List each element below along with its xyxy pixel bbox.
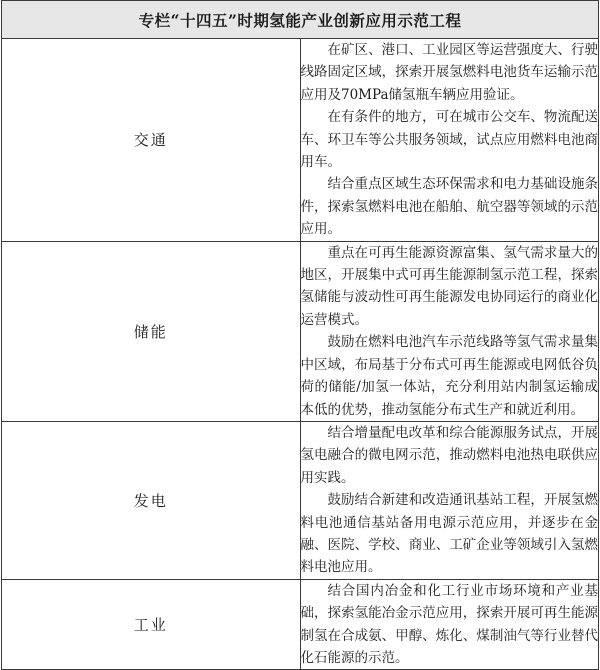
category-label-storage: 储能: [2, 241, 301, 421]
title-row: [2, 1, 599, 39]
section-row-storage: [2, 241, 599, 421]
paragraph: 结合国内冶金和化工行业市场环境和产业基础，探索氢能冶金示范应用，探索开展可再生能源制氢在合成氨、甲醇、炼化、煤制油气等行业替代化石能源的示范。: [300, 582, 598, 666]
category-label-power: 发电: [2, 421, 301, 579]
section-row-transport: [2, 39, 599, 242]
paragraph: 在矿区、港口、工业园区等运营强度大、行驶线路固定区域，探索开展氢燃料电池货车运输示范应用及70MPa储氢瓶车辆应用验证。: [300, 42, 598, 103]
section-row-power: [2, 421, 599, 579]
paragraph: 结合增量配电改革和综合能源服务试点，开展氢电融合的微电网示范，推动燃料电池热电联供应用实践。: [300, 424, 598, 486]
section-content-industry: [300, 579, 599, 670]
paragraph: 结合重点区域生态环保需求和电力基础设施条件，探索氢燃料电池在船舶、航空器等领域的示范应用。: [300, 176, 598, 238]
category-label-transport: 交通: [2, 39, 301, 242]
section-content-power: [300, 421, 599, 579]
section-content-storage: [300, 241, 599, 421]
paragraph: 鼓励在燃料电池汽车示范线路等氢气需求量集中区域，布局基于分布式可再生能源或电网低谷负荷的储能/加氢一体站，充分利用站内制氢运输成本低的优势，推动氢能分布式生产和就近利用。: [300, 334, 598, 418]
section-content-transport: [300, 39, 599, 242]
paragraph: 鼓励结合新建和改造通讯基站工程，开展氢燃料电池通信基站备用电源示范应用，并逐步在金融、医院、学校、商业、工矿企业等领域引入氢燃料电池应用。: [300, 492, 598, 576]
section-row-industry: [2, 579, 599, 670]
paragraph: 在有条件的地方，可在城市公交车、物流配送车、环卫车等公共服务领域，试点应用燃料电池商用车。: [300, 109, 598, 171]
category-label-industry: 工业: [2, 579, 301, 670]
table-title: 专栏“十四五”时期氢能产业创新应用示范工程: [2, 1, 599, 39]
demonstration-projects-table: [1, 0, 599, 670]
paragraph: 重点在可再生能源资源富集、氢气需求量大的地区，开展集中式可再生能源制氢示范工程，探索氢储能与波动性可再生能源发电协同运行的商业化运营模式。: [300, 244, 598, 328]
